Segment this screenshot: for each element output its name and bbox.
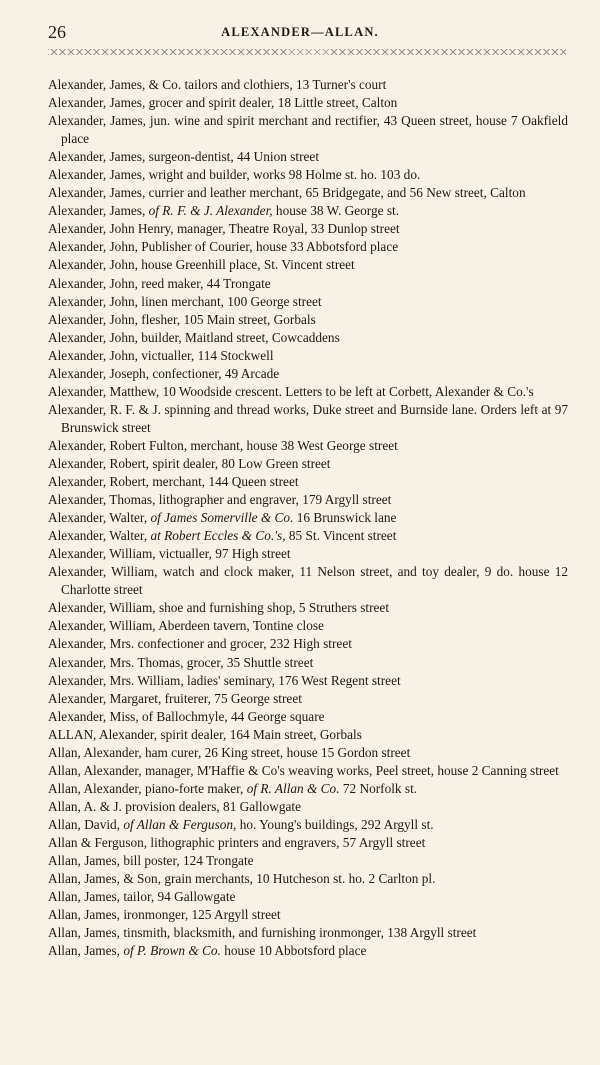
- entry-text: Alexander, John, linen merchant, 100 George street: [48, 293, 322, 309]
- entry-text: Alexander, Robert, spirit dealer, 80 Low Green street: [48, 455, 331, 471]
- entry-text: Alexander, James, & Co. tailors and clothiers, 13 Turner's court: [48, 77, 387, 92]
- entry-text: ho. Young's buildings, 292 Argyll st.: [236, 816, 434, 832]
- entry-text: Alexander, John, builder, Maitland street, Cowcaddens: [48, 329, 340, 345]
- directory-entry: [48, 491, 568, 509]
- directory-entry: [48, 762, 568, 780]
- entry-text: Alexander, Mrs. Thomas, grocer, 35 Shuttle street: [48, 654, 314, 670]
- entry-text: Alexander, John, flesher, 105 Main street, Gorbals: [48, 311, 316, 327]
- directory-entry: [48, 311, 568, 329]
- entry-text: Alexander, John, Publisher of Courier, house 33 Abbotsford place: [48, 239, 399, 255]
- entry-text: house 10 Abbotsford place: [220, 943, 367, 959]
- entry-text: 85 St. Vincent street: [285, 528, 397, 544]
- entry-text: Allan, James, bill poster, 124 Trongate: [48, 853, 254, 869]
- entry-text: Allan, James, & Son, grain merchants, 10 Hutcheson st. ho. 2 Carlton pl.: [48, 871, 436, 887]
- directory-entry: [48, 852, 568, 870]
- directory-entry: [48, 942, 568, 960]
- entry-text: Alexander, Mrs. William, ladies' seminary, 176 West Regent street: [48, 672, 401, 688]
- directory-entry: [48, 708, 568, 726]
- entry-text: Allan, Alexander, ham curer, 26 King street, house 15 Gordon street: [48, 744, 411, 760]
- directory-entry: [48, 365, 568, 383]
- entry-firm-italic: of Allan & Ferguson,: [123, 816, 237, 832]
- entry-text: Alexander, James, grocer and spirit dealer, 18 Little street, Calton: [48, 95, 398, 111]
- decorative-rule: [48, 49, 566, 55]
- entry-text: Alexander, William, shoe and furnishing shop, 5 Struthers street: [48, 600, 390, 616]
- directory-entry: [48, 329, 568, 347]
- entry-text: Alexander, James, surgeon-dentist, 44 Union street: [48, 149, 320, 165]
- entry-text: Alexander, Robert Fulton, merchant, house 38 West George street: [48, 437, 398, 453]
- entry-text: Alexander, Walter,: [48, 510, 151, 526]
- entry-text: Allan, James, tinsmith, blacksmith, and furnishing ironmonger, 138 Argyll street: [48, 925, 477, 941]
- page-header: [0, 20, 600, 46]
- entry-text: Alexander, John, reed maker, 44 Trongate: [48, 275, 271, 291]
- directory-entry: [48, 726, 568, 744]
- directory-entry: [48, 690, 568, 708]
- directory-entry: [48, 437, 568, 455]
- entry-text: ALLAN, Alexander, spirit dealer, 164 Main street, Gorbals: [48, 726, 362, 742]
- entry-text: 16 Brunswick lane: [293, 510, 397, 526]
- directory-entries: [48, 76, 568, 960]
- entry-text: Alexander, Mrs. confectioner and grocer, 232 High street: [48, 636, 352, 652]
- directory-entry: [48, 76, 568, 94]
- directory-entry: [48, 888, 568, 906]
- directory-entry: [48, 166, 568, 184]
- entry-text: 72 Norfolk st.: [339, 780, 418, 796]
- entry-firm-italic: of P. Brown & Co.: [123, 943, 221, 959]
- directory-entry: [48, 473, 568, 491]
- entry-firm-italic: at Robert Eccles & Co.'s,: [150, 528, 286, 544]
- directory-entry: [48, 545, 568, 563]
- directory-entry: [48, 293, 568, 311]
- directory-entry: [48, 455, 568, 473]
- entry-text: Alexander, R. F. & J. spinning and thread works, Duke street and Burnside lane. Orders left at 97 Brunswick street: [48, 401, 568, 435]
- entry-firm-italic: of James Somerville & Co.: [150, 510, 294, 526]
- entry-text: Alexander, Matthew, 10 Woodside crescent. Letters to be left at Corbett, Alexander & Co.'s: [48, 383, 534, 399]
- directory-entry: [48, 94, 568, 112]
- entry-text: Alexander, Joseph, confectioner, 49 Arcade: [48, 365, 280, 381]
- directory-entry: [48, 401, 568, 437]
- directory-entry: [48, 383, 568, 401]
- directory-entry: [48, 220, 568, 238]
- directory-entry: [48, 635, 568, 653]
- entry-text: Alexander, James, wright and builder, works 98 Holme st. ho. 103 do.: [48, 167, 421, 183]
- directory-entry: [48, 275, 568, 293]
- page-number: 26: [48, 22, 66, 42]
- directory-entry: [48, 509, 568, 527]
- directory-entry: [48, 672, 568, 690]
- directory-entry: [48, 617, 568, 635]
- entry-text: Alexander, Thomas, lithographer and engraver, 179 Argyll street: [48, 492, 392, 508]
- entry-text: Alexander, James, jun. wine and spirit merchant and rectifier, 43 Queen street, house 7 Oakfield place: [48, 113, 568, 147]
- entry-text: Allan, Alexander, manager, M'Haffie & Co's weaving works, Peel street, house 2 Canning street: [48, 762, 559, 778]
- directory-entry: [48, 148, 568, 166]
- entry-text: Allan, A. & J. provision dealers, 81 Gallowgate: [48, 798, 301, 814]
- directory-entry: [48, 238, 568, 256]
- directory-entry: [48, 599, 568, 617]
- entry-text: Allan, James,: [48, 943, 124, 959]
- directory-entry: [48, 563, 568, 599]
- directory-entry: [48, 744, 568, 762]
- entry-text: Alexander, John Henry, manager, Theatre Royal, 33 Dunlop street: [48, 221, 400, 237]
- directory-entry: [48, 780, 568, 798]
- entry-text: Alexander, Margaret, fruiterer, 75 George street: [48, 690, 302, 706]
- entry-text: Allan, James, tailor, 94 Gallowgate: [48, 889, 236, 905]
- entry-text: Allan, Alexander, piano-forte maker,: [48, 780, 247, 796]
- entry-text: Allan & Ferguson, lithographic printers and engravers, 57 Argyll street: [48, 834, 426, 850]
- directory-entry: [48, 798, 568, 816]
- entry-text: Allan, James, ironmonger, 125 Argyll street: [48, 907, 281, 923]
- entry-text: Alexander, Walter,: [48, 528, 151, 544]
- entry-text: Alexander, William, victualler, 97 High street: [48, 546, 291, 562]
- directory-entry: [48, 527, 568, 545]
- directory-entry: [48, 184, 568, 202]
- directory-entry: [48, 906, 568, 924]
- entry-text: Allan, David,: [48, 816, 124, 832]
- directory-entry: [48, 924, 568, 942]
- directory-entry: [48, 347, 568, 365]
- entry-text: Alexander, James,: [48, 203, 149, 219]
- entry-text: Alexander, William, Aberdeen tavern, Tontine close: [48, 618, 324, 634]
- entry-text: Alexander, William, watch and clock maker, 11 Nelson street, and toy dealer, 9 do. house 12 Charlotte street: [48, 564, 568, 598]
- entry-text: house 38 W. George st.: [272, 203, 400, 219]
- entry-text: Alexander, Miss, of Ballochmyle, 44 George square: [48, 708, 325, 724]
- entry-text: Alexander, Robert, merchant, 144 Queen street: [48, 474, 299, 490]
- directory-entry: [48, 112, 568, 148]
- directory-entry: [48, 202, 568, 220]
- directory-entry: [48, 654, 568, 672]
- entry-text: Alexander, John, victualler, 114 Stockwell: [48, 347, 274, 363]
- running-head: ALEXANDER—ALLAN.: [221, 25, 379, 39]
- directory-entry: [48, 870, 568, 888]
- entry-firm-italic: of R. Allan & Co.: [246, 780, 340, 796]
- entry-text: Alexander, John, house Greenhill place, St. Vincent street: [48, 257, 355, 273]
- directory-entry: [48, 834, 568, 852]
- entry-text: Alexander, James, currier and leather merchant, 65 Bridgegate, and 56 New street, Calton: [48, 185, 526, 201]
- directory-entry: [48, 256, 568, 274]
- directory-entry: [48, 816, 568, 834]
- entry-firm-italic: of R. F. & J. Alexander,: [148, 203, 273, 219]
